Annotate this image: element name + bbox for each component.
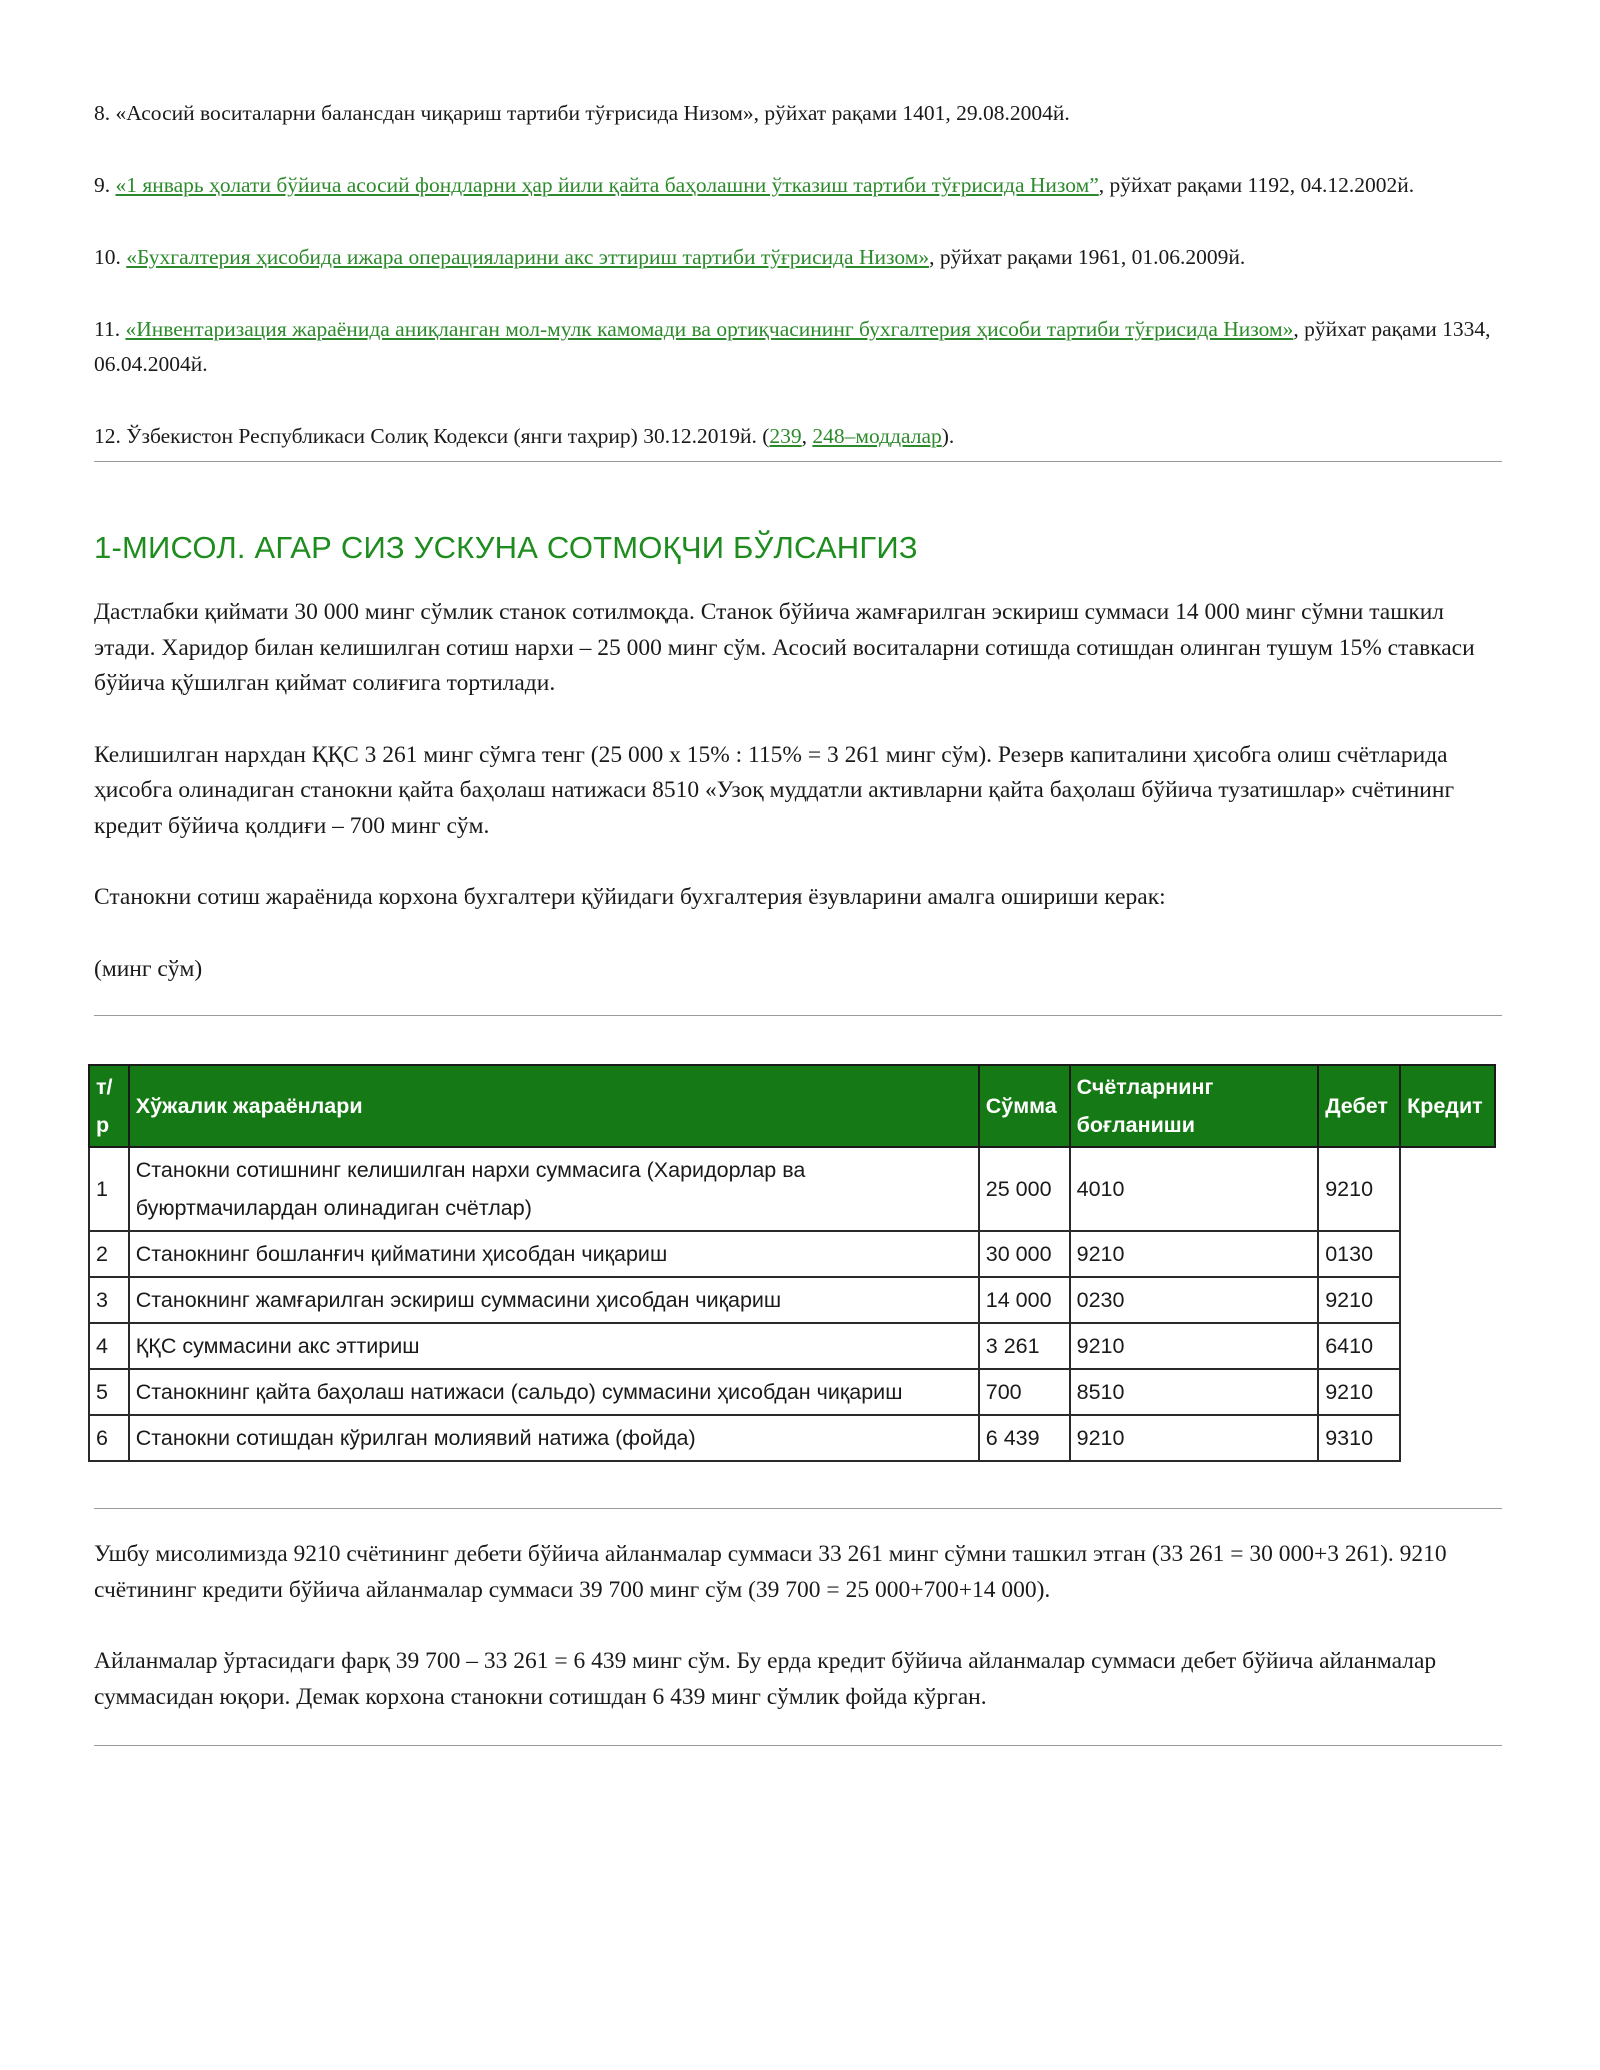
reference-link[interactable]: «Инвентаризация жараёнида аниқланган мол-мулк камомади ва ортиқчасининг бухгалтерия ҳисоби тартиби тўғрисида Низом» bbox=[125, 317, 1294, 341]
row-number: 1 bbox=[89, 1147, 129, 1231]
row-sum: 25 000 bbox=[979, 1147, 1070, 1231]
row-sum: 30 000 bbox=[979, 1231, 1070, 1277]
row-empty-cell bbox=[1400, 1323, 1495, 1369]
row-credit-account: 9310 bbox=[1318, 1415, 1400, 1461]
article-239-link[interactable]: 239 bbox=[769, 424, 802, 448]
table-row bbox=[89, 1415, 1495, 1461]
row-debit-account: 9210 bbox=[1070, 1323, 1319, 1369]
section-heading: 1-МИСОЛ. АГАР СИЗ УСКУНА СОТМОҚЧИ БЎЛСАНГИЗ bbox=[94, 530, 918, 565]
paragraph: Айланмалар ўртасидаги фарқ 39 700 – 33 261 = 6 439 минг сўм. Бу ерда кредит бўйича айланмалар суммаси дебет бўйича айланмалар суммасидан юқори. Демак корхона станокни сотишдан 6 439 минг сўмлик фойда кўрган. bbox=[94, 1648, 1437, 1710]
row-number: 3 bbox=[89, 1277, 129, 1323]
divider bbox=[94, 1015, 1502, 1016]
column-header-sum: Сўмма bbox=[979, 1065, 1070, 1147]
row-operation: Станокнинг қайта баҳолаш натижаси (сальдо) суммасини ҳисобдан чиқариш bbox=[129, 1369, 979, 1415]
row-sum: 3 261 bbox=[979, 1323, 1070, 1369]
row-empty-cell bbox=[1400, 1231, 1495, 1277]
reference-number: 8. bbox=[94, 101, 111, 125]
row-debit-account: 9210 bbox=[1070, 1415, 1319, 1461]
table-row bbox=[89, 1277, 1495, 1323]
row-operation: ҚҚС суммасини акс эттириш bbox=[129, 1323, 979, 1369]
row-empty-cell bbox=[1400, 1147, 1495, 1231]
row-sum: 700 bbox=[979, 1369, 1070, 1415]
divider bbox=[94, 1508, 1502, 1509]
row-operation: Станокнинг жамғарилган эскириш суммасини ҳисобдан чиқариш bbox=[129, 1277, 979, 1323]
table-row bbox=[89, 1369, 1495, 1415]
table-header-row bbox=[89, 1065, 1495, 1147]
document-body bbox=[94, 96, 1502, 1746]
row-number: 2 bbox=[89, 1231, 129, 1277]
reference-item-9 bbox=[94, 168, 1502, 203]
row-sum: 14 000 bbox=[979, 1277, 1070, 1323]
paragraph: Келишилган нархдан ҚҚС 3 261 минг сўмга тенг (25 000 х 15% : 115% = 3 261 минг сўм). Резерв капиталини ҳисобга олиш счётларида ҳисобга олинадиган станокни қайта баҳолаш натижаси 8510 «Узоқ муддатли активларни қайта баҳолаш бўйича тузатишлар» счётининг кредит бўйича қолдиғи – 700 минг сўм. bbox=[94, 741, 1455, 839]
table-row bbox=[89, 1147, 1495, 1231]
row-credit-account: 6410 bbox=[1318, 1323, 1400, 1369]
divider bbox=[94, 1745, 1502, 1746]
operations-table bbox=[88, 1064, 1496, 1462]
units-note: (минг сўм) bbox=[94, 955, 203, 982]
row-empty-cell bbox=[1400, 1369, 1495, 1415]
row-number: 4 bbox=[89, 1323, 129, 1369]
reference-end: ). bbox=[941, 424, 955, 448]
row-credit-account: 0130 bbox=[1318, 1231, 1400, 1277]
reference-text: , рўйхат рақами 1961, 01.06.2009й. bbox=[929, 245, 1246, 269]
row-debit-account: 8510 bbox=[1070, 1369, 1319, 1415]
row-debit-account: 4010 bbox=[1070, 1147, 1319, 1231]
article-248-link[interactable]: 248–моддалар bbox=[812, 424, 942, 448]
row-operation: Станокни сотишнинг келишилган нархи суммасига (Харидорлар ва буюртмачилардан олинадиган счётлар) bbox=[129, 1147, 979, 1231]
reference-link[interactable]: «1 январь ҳолати бўйича асосий фондларни ҳар йили қайта баҳолашни ўтказиш тартиби тўғрисида Низом” bbox=[115, 173, 1099, 197]
divider bbox=[94, 461, 1502, 462]
paragraph: Дастлабки қиймати 30 000 минг сўмлик станок сотилмоқда. Станок бўйича жамғарилган эскириш суммаси 14 000 минг сўмни ташкил этади. Харидор билан келишилган сотиш нархи – 25 000 минг сўм. Асосий воситаларни сотишда сотишдан олинган тушум 15% ставкаси бўйича қўшилган қиймат солиғига тортилади. bbox=[94, 599, 1475, 696]
reference-item-10 bbox=[94, 240, 1502, 275]
row-debit-account: 0230 bbox=[1070, 1277, 1319, 1323]
reference-number: 9. bbox=[94, 173, 111, 197]
row-credit-account: 9210 bbox=[1318, 1369, 1400, 1415]
reference-item-8 bbox=[94, 96, 1502, 131]
reference-text: «Асосий воситаларни балансдан чиқариш тартиби тўғрисида Низом», рўйхат рақами 1401, 29.08.2004й. bbox=[115, 101, 1070, 125]
reference-number: 10. bbox=[94, 245, 121, 269]
row-empty-cell bbox=[1400, 1415, 1495, 1461]
reference-item-11 bbox=[94, 312, 1502, 382]
reference-text: , рўйхат рақами 1192, 04.12.2002й. bbox=[1098, 173, 1415, 197]
paragraph: Ушбу мисолимизда 9210 счётининг дебети бўйича айланмалар суммаси 33 261 минг сўмни ташкил этган (33 261 = 30 000+3 261). 9210 счётининг кредити бўйича айланмалар суммаси 39 700 минг сўм (39 700 = 25 000+700+14 000). bbox=[94, 1541, 1447, 1603]
row-operation: Станокнинг бошланғич қийматини ҳисобдан чиқариш bbox=[129, 1231, 979, 1277]
row-number: 6 bbox=[89, 1415, 129, 1461]
row-number: 5 bbox=[89, 1369, 129, 1415]
reference-separator: , bbox=[801, 424, 813, 448]
reference-text: 12. Ўзбекистон Республикаси Солиқ Кодекси (янги таҳрир) 30.12.2019й. ( bbox=[94, 424, 770, 448]
column-header-operation: Хўжалик жараёнлари bbox=[129, 1065, 979, 1147]
column-header-accounts: Счётларнинг боғланиши bbox=[1070, 1065, 1319, 1147]
reference-link[interactable]: «Бухгалтерия ҳисобида ижара операцияларини акс эттириш тартиби тўғрисида Низом» bbox=[126, 245, 930, 269]
column-header-debit: Дебет bbox=[1318, 1065, 1400, 1147]
table-row bbox=[89, 1231, 1495, 1277]
table-row bbox=[89, 1323, 1495, 1369]
column-header-credit: Кредит bbox=[1400, 1065, 1495, 1147]
reference-item-12 bbox=[94, 419, 1502, 454]
row-empty-cell bbox=[1400, 1277, 1495, 1323]
column-header-number: т/р bbox=[89, 1065, 129, 1147]
reference-text: , рўйхат рақами 1334, 06.04.2004й. bbox=[94, 317, 1491, 376]
paragraph: Станокни сотиш жараёнида корхона бухгалтери қўйидаги бухгалтерия ёзувларини амалга ошириши керак: bbox=[94, 884, 1166, 910]
reference-number: 11. bbox=[94, 317, 121, 341]
row-debit-account: 9210 bbox=[1070, 1231, 1319, 1277]
row-sum: 6 439 bbox=[979, 1415, 1070, 1461]
row-credit-account: 9210 bbox=[1318, 1147, 1400, 1231]
row-credit-account: 9210 bbox=[1318, 1277, 1400, 1323]
row-operation: Станокни сотишдан кўрилган молиявий натижа (фойда) bbox=[129, 1415, 979, 1461]
